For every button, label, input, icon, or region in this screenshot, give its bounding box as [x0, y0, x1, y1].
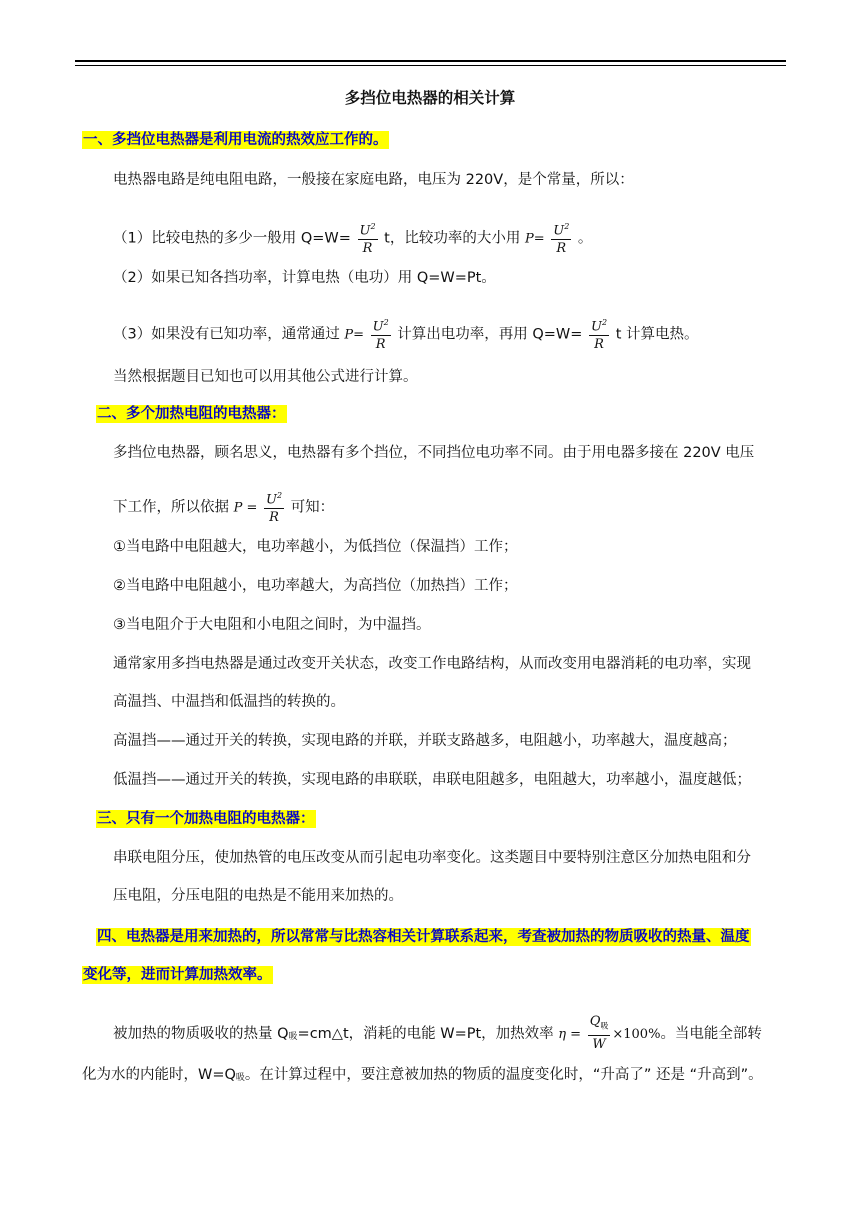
symbol-p-eq: P =: [233, 500, 258, 516]
fraction-u2-over-r: [371, 315, 391, 352]
denominator: R: [362, 241, 373, 257]
paragraph: 低温挡——通过开关的转换，实现电路的串联联，串联电阻越多，电阻越大，功率越小，温度越低；: [113, 772, 751, 788]
section-heading-1-text: 一、多挡位电热器是利用电流的热效应工作的。: [83, 132, 388, 148]
section-heading-4-line1: [96, 927, 751, 947]
subscript: 吸: [288, 1031, 298, 1042]
fraction-u2-over-r: [358, 219, 378, 256]
section-heading-2: [96, 404, 287, 424]
text-run: （1）比较电热的多少一般用 Q=W=: [113, 230, 351, 247]
formula-line-4: [113, 1015, 762, 1053]
text-run: t 计算电热。: [615, 326, 699, 343]
section-heading-4-text-1: 四、电热器是用来加热的，所以常常与比热容相关计算联系起来，考查被加热的物质吸收的热量、温度: [97, 929, 750, 945]
list-item: ③当电阻介于大电阻和小电阻之间时，为中温挡。: [113, 617, 431, 633]
formula-line-1: [113, 220, 592, 257]
fraction-u2-over-r: [551, 219, 571, 256]
denominator: R: [556, 241, 567, 257]
denominator: R: [594, 337, 604, 353]
list-item: ②当电路中电阻越小，电功率越大，为高挡位（加热挡）工作；: [113, 578, 518, 594]
paragraph: [82, 1065, 763, 1088]
formula-line-2: [113, 316, 699, 353]
text-run: 。当电能全部转: [660, 1025, 762, 1042]
paragraph: 通常家用多挡电热器是通过改变开关状态，改变工作电路结构，从而改变用电器消耗的电功率，实现: [113, 656, 751, 672]
page-title: 多挡位电热器的相关计算: [344, 89, 516, 107]
header-rule-thick: [75, 60, 786, 62]
paragraph: 压电阻，分压电阻的电热是不能用来加热的。: [113, 888, 403, 904]
formula-line-3: [113, 489, 334, 526]
text-run: 化为水的内能时，W=Q: [82, 1067, 236, 1083]
text-run: =cm△t，消耗的电能 W=Pt，加热效率: [297, 1025, 554, 1042]
denominator: R: [375, 337, 386, 353]
numerator: $Q_吸$: [588, 1014, 611, 1036]
paragraph: 电热器电路是纯电阻电路，一般接在家庭电路，电压为 220V，是个常量，所以：: [113, 172, 634, 188]
paragraph: 串联电阻分压，使加热管的电压改变从而引起电功率变化。这类题目中要特别注意区分加热电阻和分: [113, 850, 751, 866]
section-heading-1: [82, 130, 389, 150]
subscript: 吸: [235, 1073, 245, 1083]
text-run: 。: [577, 230, 593, 247]
fraction-u2-over-r: [264, 488, 284, 525]
symbol-eta-eq: η =: [558, 1026, 582, 1042]
paragraph: （2）如果已知各挡功率，计算电热（电功）用 Q=W=Pt。: [113, 270, 496, 286]
numerator: $U^2$: [264, 488, 284, 509]
numerator: $U^2$: [358, 219, 378, 240]
section-heading-4-text-2: 变化等，进而计算加热效率。: [83, 967, 272, 983]
paragraph: 高温挡——通过开关的转换，实现电路的并联，并联支路越多，电阻越小，功率越大，温度越高；: [113, 733, 737, 749]
header-rule-thin: [75, 65, 786, 66]
section-heading-3-text: 三、只有一个加热电阻的电热器：: [97, 811, 315, 827]
text-run: t，比较功率的大小用: [384, 230, 521, 247]
paragraph: 多挡位电热器，顾名思义，电热器有多个挡位，不同挡位电功率不同。由于用电器多接在 220V 电压: [113, 445, 755, 461]
text-run: 计算出电功率，再用 Q=W=: [397, 326, 583, 343]
list-item: ①当电路中电阻越大，电功率越小，为低挡位（保温挡）工作；: [113, 539, 518, 555]
text-run: （3）如果没有已知功率，通常通过: [113, 326, 340, 343]
denominator: R: [269, 510, 279, 526]
section-heading-3: [96, 809, 316, 829]
section-heading-4-line2: [82, 965, 273, 985]
numerator: $U^2$: [371, 315, 391, 336]
text-run: 。在计算过程中，要注意被加热的物质的温度变化时，“升高了” 还是 “升高到”。: [244, 1067, 763, 1083]
fraction-q-over-w: [588, 1014, 611, 1052]
times-100-percent: ×100%: [612, 1026, 661, 1042]
text-run: 被加热的物质吸收的热量 Q: [113, 1025, 289, 1042]
numerator: $U^2$: [589, 315, 609, 336]
text-run: 可知：: [290, 499, 335, 516]
numerator: $U^2$: [551, 219, 571, 240]
fraction-u2-over-r: [589, 315, 609, 352]
paragraph: 当然根据题目已知也可以用其他公式进行计算。: [113, 369, 418, 385]
text-run: 下工作，所以依据: [113, 499, 229, 516]
section-heading-2-text: 二、多个加热电阻的电热器：: [97, 406, 286, 422]
paragraph: 高温挡、中温挡和低温挡的转换的。: [113, 694, 345, 710]
denominator: W: [592, 1036, 606, 1052]
symbol-p-eq: P=: [524, 231, 545, 247]
symbol-p-eq: P=: [344, 327, 364, 343]
